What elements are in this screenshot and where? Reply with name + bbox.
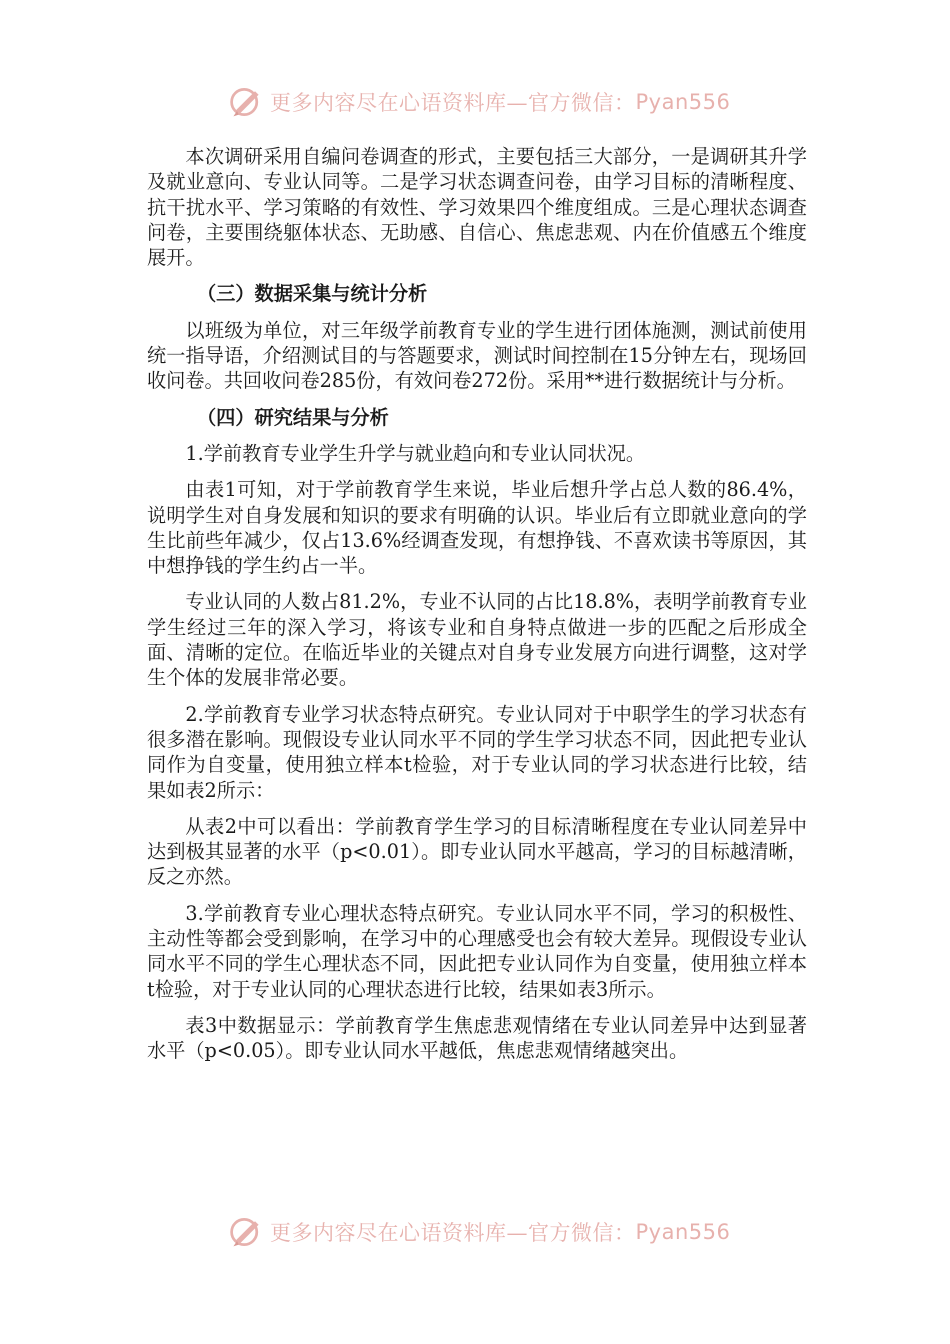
watermark-id: Pyan556 [635, 90, 731, 114]
pen-logo-icon [228, 1214, 264, 1250]
header-watermark [0, 82, 950, 122]
section-heading-3: （三）数据采集与统计分析 [197, 282, 428, 306]
document-body [147, 144, 807, 1075]
paragraph-table3-analysis: 表3中数据显示：学前教育学生焦虑悲观情绪在专业认同差异中达到显著水平（p<0.05）。即专业认同水平越低，焦虑悲观情绪越突出。 [147, 1013, 807, 1063]
pen-logo-icon [228, 84, 264, 120]
watermark-id: Pyan556 [635, 1220, 731, 1244]
paragraph-survey-design: 本次调研采用自编问卷调查的形式，主要包括三大部分，一是调研其升学及就业意向、专业认同等。二是学习状态调查问卷，由学习目标的清晰程度、抗干扰水平、学习策略的有效性、学习效果四个维度组成。三是心理状态调查问卷，主要围绕躯体状态、无助感、自信心、焦虑悲观、内在价值感五个维度展开。 [147, 145, 807, 270]
paragraph-table1-analysis: 由表1可知，对于学前教育学生来说，毕业后想升学占总人数的86.4%，说明学生对自身发展和知识的要求有明确的认识。毕业后有立即就业意向的学生比前些年减少，仅占13.6%经调查发现，有想挣钱、不喜欢读书等原因，其中想挣钱的学生约占一半。 [147, 478, 807, 578]
paragraph-learning-state: 2.学前教育专业学习状态特点研究。专业认同对于中职学生的学习状态有很多潜在影响。现假设专业认同水平不同的学生学习状态不同，因此把专业认同作为自变量，使用独立样本t检验，对于专业认同的学习状态进行比较，结果如表2所示： [147, 702, 807, 802]
paragraph-identity-ratio: 专业认同的人数占81.2%，专业不认同的占比18.8%，表明学前教育专业学生经过三年的深入学习，将该专业和自身特点做进一步的匹配之后形成全面、清晰的定位。在临近毕业的关键点对自身专业发展方向进行调整，这对学生个体的发展非常必要。 [147, 590, 807, 690]
watermark-text: 更多内容尽在心语资料库—官方微信： [270, 1221, 636, 1245]
paragraph-result-1-title: 1.学前教育专业学生升学与就业趋向和专业认同状况。 [185, 441, 646, 465]
paragraph-data-collection: 以班级为单位，对三年级学前教育专业的学生进行团体施测，测试前使用统一指导语，介绍测试目的与答题要求，测试时间控制在15分钟左右，现场回收问卷。共回收问卷285份，有效问卷272份。采用**进行数据统计与分析。 [147, 318, 807, 393]
footer-watermark [0, 1212, 950, 1252]
paragraph-table2-analysis: 从表2中可以看出：学前教育学生学习的目标清晰程度在专业认同差异中达到极其显著的水平（p<0.01）。即专业认同水平越高，学习的目标越清晰，反之亦然。 [147, 814, 807, 889]
section-heading-4: （四）研究结果与分析 [197, 405, 389, 429]
paragraph-psych-state: 3.学前教育专业心理状态特点研究。专业认同水平不同，学习的积极性、主动性等都会受到影响，在学习中的心理感受也会有较大差异。现假设专业认同水平不同的学生心理状态不同，因此把专业认同作为自变量，使用独立样本t检验，对于专业认同的心理状态进行比较，结果如表3所示。 [147, 901, 807, 1001]
watermark-text: 更多内容尽在心语资料库—官方微信： [270, 91, 636, 115]
